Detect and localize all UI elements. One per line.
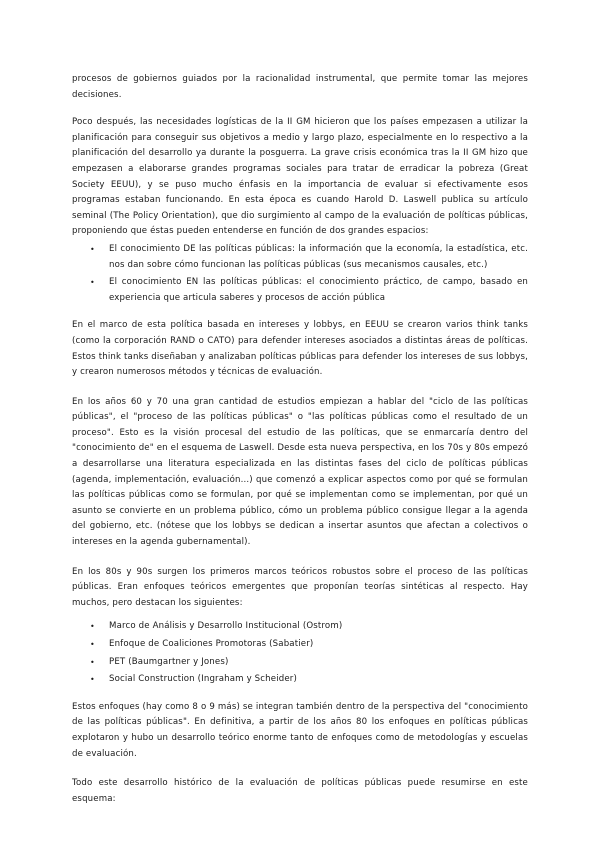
bullet-icon: • [90, 640, 95, 649]
theoretical-frameworks-list [72, 619, 528, 687]
paragraph-5: En los 80s y 90s surgen los primeros marcos teóricos robustos sobre el proceso de las políticas públicas. Eran enfoques teóricos emergentes que proponían teorías sintéticas al respecto. Hay muchos, pero destacan los siguientes: [72, 566, 528, 608]
bullet-icon: • [90, 278, 95, 288]
list-item [90, 655, 528, 671]
paragraph-2: Poco después, las necesidades logísticas de la II GM hicieron que los países empezasen a utilizar la planificación para conseguir sus objetivos a medio y largo plazo, especialmente en lo respectivo a la planificación del desarrollo ya durante la posguerra. La grave crisis económica tras la II GM hizo que empezasen a elaborarse grandes programas sociales para tratar de erradicar la pobreza (Great Society EEUU), y se puso mucho énfasis en la importancia de evaluar si efectivamente esos programas estaban funcionando. En esta época es cuando Harold D. Laswell publica su artículo seminal (The Policy Orientation), que dio surgimiento al campo de la evaluación de políticas públicas, proponiendo que éstas pueden entenderse en función de dos grandes espacios: [72, 117, 528, 237]
list-item [90, 637, 528, 653]
paragraph-1: procesos de gobiernos guiados por la racionalidad instrumental, que permite tomar las mejores decisiones. [72, 74, 528, 100]
bullet-icon: • [90, 622, 95, 632]
paragraph-3: En el marco de esta política basada en intereses y lobbys, en EEUU se crearon varios think tanks (como la corporación RAND o CATO) para defender intereses asociados a distintas áreas de políticas. Estos think tanks diseñaban y analizaban políticas públicas para defender los intereses de sus lobbys, y crearon numerosos métodos y técnicas de evaluación. [72, 320, 528, 378]
list-item-text: El conocimiento EN las políticas públicas: el conocimiento práctico, de campo, basado en experiencia que articula saberes y procesos de acción pública [109, 277, 528, 303]
bullet-icon: • [90, 244, 95, 254]
bullet-icon: • [90, 657, 95, 667]
list-item-text: El conocimiento DE las políticas públicas: la información que la economía, la estadística, etc. nos dan sobre cómo funcionan las políticas públicas (sus mecanismos causales, etc.) [109, 243, 528, 270]
list-item [90, 672, 528, 688]
paragraph-4: En los años 60 y 70 una gran cantidad de estudios empiezan a hablar del "ciclo de las políticas públicas", el "proceso de las políticas públicas" o "las políticas públicas como el resultado de un proceso". Esto es la visión procesal del estudio de las políticas, que se enmarcaría dentro del "conocimiento de" en el esquema de Laswell. Desde esta nueva perspectiva, en los 70s y 80s empezó a desarrollarse una literatura especializada en las distintas fases del ciclo de políticas públicas (agenda, implementación, evaluación...) que comenzó a explicar aspectos como por qué se formulan las políticas públicas como se formulan, por qué se implementan como se implementan, por qué un asunto se convierte en un problema público, cómo un problema público consigue llegar a la agenda del gobierno, etc. (nótese que los lobbys se dedican a insertar asuntos que afectan a colectivos o intereses en la agenda gubernamental). [72, 396, 528, 548]
paragraph-7: Todo este desarrollo histórico de la evaluación de políticas públicas puede resumirse en este esquema: [72, 778, 528, 804]
list-item-text: Enfoque de Coaliciones Promotoras (Sabatier) [109, 639, 314, 649]
list-item-text: PET (Baumgartner y Jones) [109, 656, 229, 667]
list-item [90, 275, 528, 306]
list-item-text: Marco de Análisis y Desarrollo Institucional (Ostrom) [109, 621, 343, 632]
bullet-icon: • [90, 675, 95, 685]
list-item [90, 619, 528, 635]
paragraph-6: Estos enfoques (hay como 8 o 9 más) se integran también dentro de la perspectiva del "conocimiento de las políticas públicas". En definitiva, a partir de los años 80 los enfoques en políticas públicas explotaron y hubo un desarrollo teórico enorme tanto de enfoques como de metodologías y escuelas de evaluación. [72, 701, 528, 759]
list-item-text: Social Construction (Ingraham y Scheider) [109, 674, 297, 685]
list-item [90, 242, 528, 273]
knowledge-spaces-list [72, 242, 528, 306]
